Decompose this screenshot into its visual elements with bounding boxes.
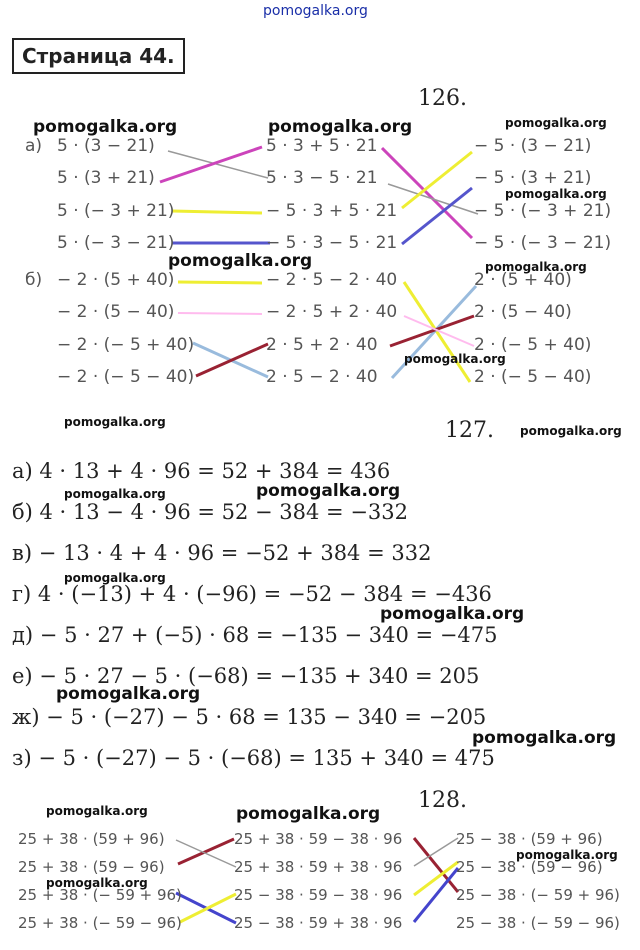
watermark: pomogalka.org	[64, 415, 166, 429]
expr-b-mid-2: − 2 · 5 + 2 · 40	[266, 302, 398, 322]
equation-a: а) 4 · 13 + 4 · 96 = 52 + 384 = 436	[12, 459, 391, 483]
watermark: pomogalka.org	[520, 424, 622, 438]
watermark: pomogalka.org	[472, 728, 617, 748]
exercise-number-127: 127.	[445, 418, 494, 443]
watermark: pomogalka.org	[46, 804, 148, 818]
expr-b-mid-3: 2 · 5 + 2 · 40	[266, 335, 378, 355]
expr-b-left-3: − 2 · (− 5 + 40)	[57, 335, 195, 355]
expr-a-right-4: − 5 · (− 3 − 21)	[474, 233, 612, 253]
part-label-b: б)	[25, 270, 43, 290]
equation-d: д) − 5 · 27 + (−5) · 68 = −135 − 340 = −475	[12, 623, 498, 647]
expr-b-right-1: 2 · (5 + 40)	[474, 270, 572, 290]
watermark: pomogalka.org	[64, 571, 166, 585]
watermark: pomogalka.org	[256, 481, 401, 501]
expr-128-left-3: 25 + 38 · (− 59 + 96)	[18, 886, 182, 904]
expr-b-mid-1: − 2 · 5 − 2 · 40	[266, 270, 398, 290]
watermark: pomogalka.org	[168, 251, 313, 271]
expr-128-mid-3: 25 − 38 · 59 − 38 · 96	[234, 886, 403, 904]
expr-a-right-1: − 5 · (3 − 21)	[474, 136, 592, 156]
expr-a-left-4: 5 · (− 3 − 21)	[57, 233, 175, 253]
expr-128-mid-2: 25 + 38 · 59 + 38 · 96	[234, 858, 403, 876]
exercise-number-128: 128.	[418, 788, 467, 813]
equation-zh: ж) − 5 · (−27) − 5 · 68 = 135 − 340 = −205	[12, 705, 487, 729]
watermark: pomogalka.org	[46, 876, 148, 890]
expr-b-right-4: 2 · (− 5 − 40)	[474, 367, 592, 387]
watermark: pomogalka.org	[56, 684, 201, 704]
expr-128-right-1: 25 − 38 · (59 + 96)	[456, 830, 603, 848]
watermark: pomogalka.org	[380, 604, 525, 624]
expr-b-mid-4: 2 · 5 − 2 · 40	[266, 367, 378, 387]
watermark: pomogalka.org	[485, 260, 587, 274]
expr-b-left-1: − 2 · (5 + 40)	[57, 270, 175, 290]
expr-128-left-2: 25 + 38 · (59 − 96)	[18, 858, 165, 876]
site-url[interactable]: pomogalka.org	[263, 3, 368, 19]
watermark: pomogalka.org	[516, 848, 618, 862]
part-label-a: а)	[25, 136, 43, 156]
exercise-number-126: 126.	[418, 86, 467, 111]
watermark: pomogalka.org	[404, 352, 506, 366]
equation-e: е) − 5 · 27 − 5 · (−68) = −135 + 340 = 205	[12, 664, 480, 688]
expr-128-right-2: 25 − 38 · (59 − 96)	[456, 858, 603, 876]
watermark: pomogalka.org	[33, 117, 178, 137]
expr-a-mid-3: − 5 · 3 + 5 · 21	[266, 201, 398, 221]
equation-b: б) 4 · 13 − 4 · 96 = 52 − 384 = −332	[12, 500, 408, 524]
expr-128-mid-1: 25 + 38 · 59 − 38 · 96	[234, 830, 403, 848]
expr-a-right-2: − 5 · (3 + 21)	[474, 168, 592, 188]
watermark: pomogalka.org	[64, 487, 166, 501]
expr-128-right-4: 25 − 38 · (− 59 − 96)	[456, 914, 620, 932]
expr-128-right-3: 25 − 38 · (− 59 + 96)	[456, 886, 620, 904]
expr-a-mid-1: 5 · 3 + 5 · 21	[266, 136, 378, 156]
page-title: Страница 44.	[12, 38, 185, 74]
expr-128-mid-4: 25 − 38 · 59 + 38 · 96	[234, 914, 403, 932]
watermark: pomogalka.org	[505, 187, 607, 201]
expr-b-right-3: 2 · (− 5 + 40)	[474, 335, 592, 355]
expr-b-left-2: − 2 · (5 − 40)	[57, 302, 175, 322]
expr-b-right-2: 2 · (5 − 40)	[474, 302, 572, 322]
watermark: pomogalka.org	[268, 117, 413, 137]
expr-128-left-1: 25 + 38 · (59 + 96)	[18, 830, 165, 848]
expr-a-right-3: − 5 · (− 3 + 21)	[474, 201, 612, 221]
expr-a-left-3: 5 · (− 3 + 21)	[57, 201, 175, 221]
expr-a-left-2: 5 · (3 + 21)	[57, 168, 155, 188]
expr-128-left-4: 25 + 38 · (− 59 − 96)	[18, 914, 182, 932]
equation-v: в) − 13 · 4 + 4 · 96 = −52 + 384 = 332	[12, 541, 432, 565]
expr-a-mid-4: − 5 · 3 − 5 · 21	[266, 233, 398, 253]
equation-z: з) − 5 · (−27) − 5 · (−68) = 135 + 340 = 475	[12, 746, 495, 770]
expr-b-left-4: − 2 · (− 5 − 40)	[57, 367, 195, 387]
watermark: pomogalka.org	[505, 116, 607, 130]
expr-a-left-1: 5 · (3 − 21)	[57, 136, 155, 156]
watermark: pomogalka.org	[236, 804, 381, 824]
equation-g: г) 4 · (−13) + 4 · (−96) = −52 − 384 = −436	[12, 582, 492, 606]
expr-a-mid-2: 5 · 3 − 5 · 21	[266, 168, 378, 188]
